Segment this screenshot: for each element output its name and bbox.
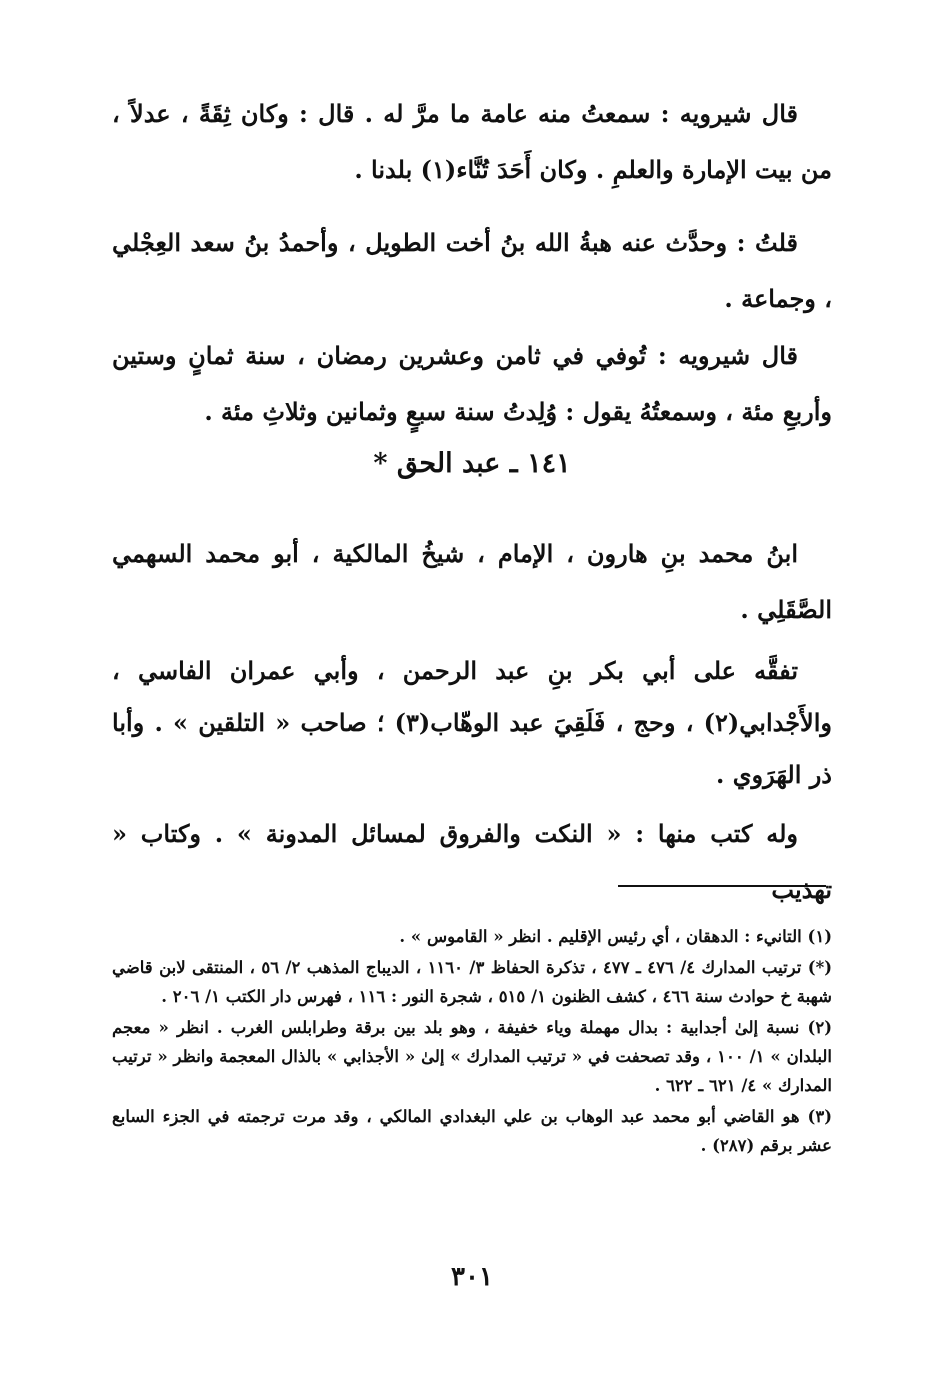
entry-heading: ١٤١ ـ عبد الحق *	[373, 448, 571, 479]
body-paragraph-5	[112, 645, 832, 801]
paragraph-2-text: قلتُ : وحدَّث عنه هبةُ الله بنُ أخت الطويل ، وأحمدُ بنُ سعد العِجْلي ، وجماعة .	[112, 228, 832, 313]
footnote-1: (١) التانيء : الدهقان ، أي رئيس الإقليم . انظر « القاموس » .	[399, 927, 832, 946]
page-number: ٣٠١	[451, 1262, 493, 1292]
footnote-3: (٣) هو القاضي أبو محمد عبد الوهاب بن علي البغدادي المالكي ، وقد مرت ترجمته في الجزء السابع عشر برقم (٢٨٧) .	[112, 1107, 832, 1155]
paragraph-6-text: وله كتب منها : « النكت والفروق لمسائل المدونة » . وكتاب « تهذيب	[112, 819, 832, 904]
body-paragraph-6	[112, 806, 832, 918]
footnote-2: (٢) نسبة إلىٰ أجدابية : بدال مهملة وياء خفيفة ، وهو بلد بين برقة وطرابلس الغرب . انظر « معجم البلدان » ١/ ١٠٠ ، وقد تصحفت في « ترتيب المدارك » إلىٰ « الأجذابي » بالذال المعجمة وانظر « ترتيب المدارك » ٤/ ٦٢١ ـ ٦٢٢ .	[112, 1018, 832, 1095]
body-paragraph-3	[112, 328, 832, 440]
body-paragraph-1	[112, 86, 832, 198]
paragraph-3-text: قال شيرويه : تُوفي في ثامن وعشرين رمضان ، سنة ثمانٍ وستين وأربعِ مئة ، وسمعتُهُ يقول : وُلِدتُ سنة سبعٍ وثمانين وثلاثِ مئة .	[112, 341, 832, 426]
paragraph-1-text: قال شيرويه : سمعتُ منه عامة ما مرَّ له . قال : وكان ثِقَةً ، عدلاً ، من بيت الإمارة والعلمِ . وكان أَحَدَ تُنَّاء(١) بلدنا .	[112, 99, 832, 184]
footnote-sources: (*) ترتيب المدارك ٤/ ٤٧٦ ـ ٤٧٧ ، تذكرة الحفاظ ٣/ ١١٦٠ ، الديباج المذهب ٢/ ٥٦ ، المنتقى لابن قاضي شهبة خ حوادث سنة ٤٦٦ ، كشف الظنون ١/ ٥١٥ ، شجرة النور : ١١٦ ، فهرس دار الكتب ١/ ٢٠٦ .	[112, 958, 833, 1006]
body-paragraph-4	[112, 526, 832, 638]
body-paragraph-2	[112, 215, 832, 327]
paragraph-5-text: تفقَّه على أبي بكر بنِ عبد الرحمن ، وأبي عمران الفاسي ، والأَجْدابي(٢) ، وحج ، فَلَقِيَ عبد الوهّاب(٣) ؛ صاحب « التلقين » . وأبا ذر الهَرَوي .	[112, 656, 832, 789]
paragraph-4-text: ابنُ محمد بنِ هارون ، الإمام ، شيخُ المالكية ، أبو محمد السهمي الصَّقَلِي .	[112, 539, 832, 624]
footnote-divider	[618, 885, 826, 887]
footnotes-section	[112, 922, 832, 1162]
